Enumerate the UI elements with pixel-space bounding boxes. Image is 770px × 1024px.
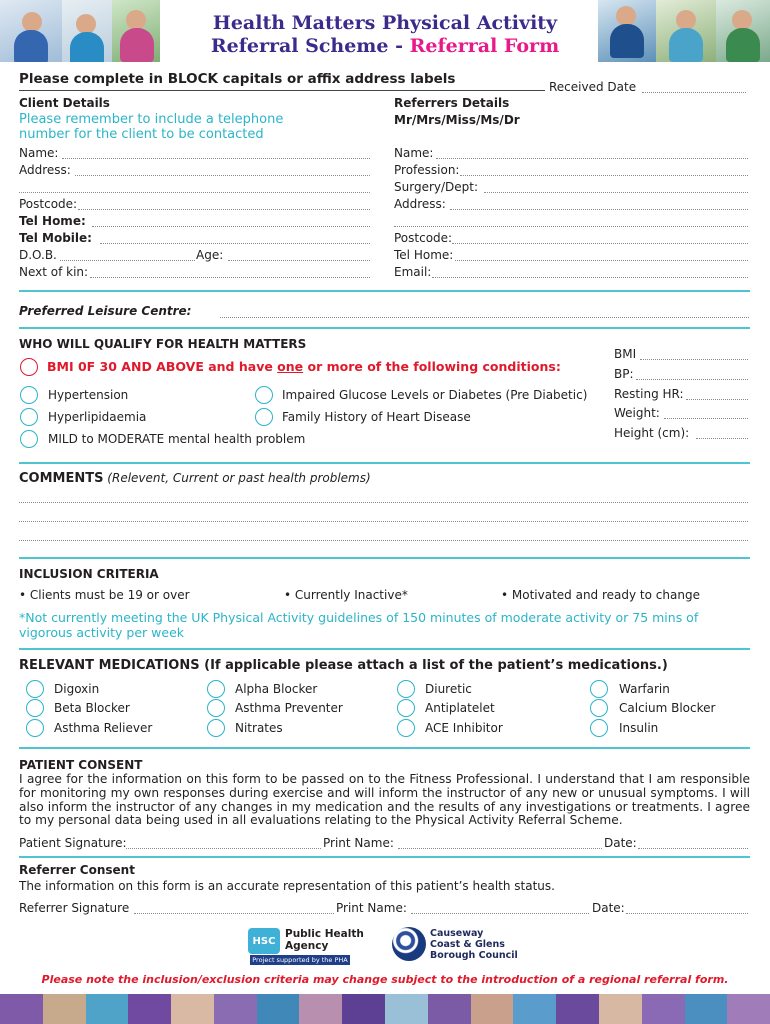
asthma-preventer-checkbox[interactable] <box>207 699 225 717</box>
bmi-label: BMI <box>614 347 637 361</box>
inclusion-motivated: • Motivated and ready to change <box>501 588 700 602</box>
pha-support-banner: Project supported by the PHA <box>250 955 350 965</box>
divider <box>19 648 750 650</box>
comments-line-2[interactable] <box>19 521 748 522</box>
antiplatelet-checkbox[interactable] <box>397 699 415 717</box>
patient-consent-heading: PATIENT CONSENT <box>19 758 143 772</box>
client-phone-note: Please remember to include a telephone number for the client to be contacted <box>19 112 284 142</box>
client-name-field[interactable] <box>62 158 370 159</box>
client-address-label: Address: <box>19 163 71 177</box>
preferred-leisure-centre-field[interactable] <box>220 317 749 318</box>
patient-date-field[interactable] <box>638 848 748 849</box>
referrer-date-field[interactable] <box>626 913 748 914</box>
header-photo-6 <box>716 0 770 62</box>
calcium-blocker-label: Calcium Blocker <box>619 701 716 715</box>
referrer-tel-home-field[interactable] <box>455 260 748 261</box>
weight-field[interactable] <box>664 418 748 419</box>
divider <box>19 462 750 464</box>
referrer-signature-field[interactable] <box>134 913 334 914</box>
received-date-label: Received Date <box>549 80 637 94</box>
referrer-titles: Mr/Mrs/Miss/Ms/Dr <box>394 113 520 127</box>
ace-inhibitor-label: ACE Inhibitor <box>425 721 503 735</box>
client-tel-mobile-label: Tel Mobile: <box>19 231 92 245</box>
referrer-consent-text: The information on this form is an accurate representation of this patient’s health status. <box>19 879 555 893</box>
referrer-profession-field[interactable] <box>460 175 748 176</box>
diuretic-checkbox[interactable] <box>397 680 415 698</box>
ccg-swirl-icon <box>392 927 426 961</box>
bp-field[interactable] <box>636 379 748 380</box>
referrer-surgery-field[interactable] <box>484 192 748 193</box>
client-dob-field[interactable] <box>60 260 195 261</box>
family-history-checkbox[interactable] <box>255 408 273 426</box>
warfarin-label: Warfarin <box>619 682 670 696</box>
pha-logo-text: Public Health Agency <box>285 928 364 952</box>
divider <box>19 290 750 292</box>
antiplatelet-label: Antiplatelet <box>425 701 495 715</box>
patient-signature-field[interactable] <box>126 848 321 849</box>
block-capitals-instruction: Please complete in BLOCK capitals or affix address labels <box>19 71 456 87</box>
alpha-blocker-checkbox[interactable] <box>207 680 225 698</box>
received-date-field[interactable] <box>642 92 746 93</box>
comments-line-1[interactable] <box>19 502 748 503</box>
client-name-label: Name: <box>19 146 59 160</box>
client-address-field-2[interactable] <box>19 192 370 193</box>
client-postcode-field[interactable] <box>78 209 370 210</box>
family-history-label: Family History of Heart Disease <box>282 410 471 424</box>
bmi-checkbox[interactable] <box>20 358 38 376</box>
inclusion-age: • Clients must be 19 or over <box>19 588 190 602</box>
beta-blocker-checkbox[interactable] <box>26 699 44 717</box>
qualify-heading: WHO WILL QUALIFY FOR HEALTH MATTERS <box>19 337 307 351</box>
form-title-line2: Referral Scheme - Referral Form <box>210 35 560 57</box>
referrer-details-heading: Referrers Details <box>394 96 510 110</box>
referrer-print-name-field[interactable] <box>411 913 589 914</box>
hsc-logo: HSC <box>248 928 280 954</box>
beta-blocker-label: Beta Blocker <box>54 701 130 715</box>
footer-photo-strip <box>0 994 770 1024</box>
client-details-heading: Client Details <box>19 96 110 110</box>
header-photo-3 <box>112 0 160 62</box>
referrer-print-name-label: Print Name: <box>336 901 407 915</box>
mental-health-checkbox[interactable] <box>20 430 38 448</box>
client-tel-home-field[interactable] <box>92 226 370 227</box>
header-photo-1 <box>0 0 62 62</box>
patient-signature-label: Patient Signature: <box>19 836 127 850</box>
referrer-address-label: Address: <box>394 197 446 211</box>
inactive-footnote: *Not currently meeting the UK Physical Activity guidelines of 150 minutes of moderate activity or 75 mins of vigorous activity per week <box>19 610 699 640</box>
bp-label: BP: <box>614 367 634 381</box>
patient-print-name-label: Print Name: <box>323 836 394 850</box>
patient-print-name-field[interactable] <box>398 848 602 849</box>
header-photo-2 <box>62 0 112 62</box>
insulin-checkbox[interactable] <box>590 719 608 737</box>
patient-date-label: Date: <box>604 836 637 850</box>
asthma-reliever-checkbox[interactable] <box>26 719 44 737</box>
referrer-address-field-2[interactable] <box>394 226 748 227</box>
referrer-email-label: Email: <box>394 265 432 279</box>
divider <box>19 327 750 329</box>
calcium-blocker-checkbox[interactable] <box>590 699 608 717</box>
resting-hr-label: Resting HR: <box>614 387 684 401</box>
resting-hr-field[interactable] <box>686 399 748 400</box>
weight-label: Weight: <box>614 406 660 420</box>
referrer-email-field[interactable] <box>432 277 748 278</box>
inclusion-criteria-heading: INCLUSION CRITERIA <box>19 567 159 581</box>
referrer-address-field-1[interactable] <box>450 209 748 210</box>
hyperlipidaemia-label: Hyperlipidaemia <box>48 410 147 424</box>
divider <box>19 747 750 749</box>
referrer-profession-label: Profession: <box>394 163 460 177</box>
client-postcode-label: Postcode: <box>19 197 78 211</box>
patient-consent-text: I agree for the information on this form to be passed on to the Fitness Professional. I understand that I am responsible for monitoring my own responses during exercise and will inform the instructor of any new or unusual symptoms. I will also inform the instructor of any changes in my medication and the results of any investigations or treatments. I agree to my personal data being used in all evaluations relating to the Physical Activity Referral Scheme. <box>19 772 750 828</box>
client-age-label: Age: <box>196 248 224 262</box>
asthma-preventer-label: Asthma Preventer <box>235 701 343 715</box>
referrer-tel-home-label: Tel Home: <box>394 248 454 262</box>
bmi-field[interactable] <box>640 359 748 360</box>
comments-line-3[interactable] <box>19 540 748 541</box>
nitrates-checkbox[interactable] <box>207 719 225 737</box>
referrer-postcode-field[interactable] <box>452 243 748 244</box>
asthma-reliever-label: Asthma Reliever <box>54 721 153 735</box>
referrer-name-field[interactable] <box>436 158 748 159</box>
referrer-consent-heading: Referrer Consent <box>19 863 135 877</box>
hypertension-checkbox[interactable] <box>20 386 38 404</box>
client-next-of-kin-field[interactable] <box>90 277 370 278</box>
client-next-of-kin-label: Next of kin: <box>19 265 89 279</box>
client-tel-home-label: Tel Home: <box>19 214 86 228</box>
comments-heading: COMMENTS (Relevent, Current or past health problems) <box>19 471 371 486</box>
ace-inhibitor-checkbox[interactable] <box>397 719 415 737</box>
referrer-name-label: Name: <box>394 146 434 160</box>
height-field[interactable] <box>696 438 748 439</box>
digoxin-checkbox[interactable] <box>26 680 44 698</box>
insulin-label: Insulin <box>619 721 659 735</box>
divider <box>19 856 750 858</box>
alpha-blocker-label: Alpha Blocker <box>235 682 318 696</box>
client-address-field-1[interactable] <box>75 175 370 176</box>
glucose-label: Impaired Glucose Levels or Diabetes (Pre Diabetic) <box>282 388 588 402</box>
form-title-line1: Health Matters Physical Activity <box>212 12 558 34</box>
client-age-field[interactable] <box>228 260 370 261</box>
header-photo-5 <box>656 0 716 62</box>
diuretic-label: Diuretic <box>425 682 472 696</box>
referrer-date-label: Date: <box>592 901 625 915</box>
warfarin-checkbox[interactable] <box>590 680 608 698</box>
referrer-postcode-label: Postcode: <box>394 231 453 245</box>
nitrates-label: Nitrates <box>235 721 283 735</box>
instruction-underline <box>19 90 545 91</box>
inclusion-inactive: • Currently Inactive* <box>284 588 408 602</box>
mental-health-label: MILD to MODERATE mental health problem <box>48 432 306 446</box>
divider <box>19 557 750 559</box>
height-label: Height (cm): <box>614 426 690 440</box>
preferred-leisure-centre-label: Preferred Leisure Centre: <box>19 304 192 318</box>
client-tel-mobile-field[interactable] <box>100 243 370 244</box>
glucose-checkbox[interactable] <box>255 386 273 404</box>
ccg-logo-text: Causeway Coast & Glens Borough Council <box>430 928 518 961</box>
digoxin-label: Digoxin <box>54 682 100 696</box>
hyperlipidaemia-checkbox[interactable] <box>20 408 38 426</box>
bmi-condition-text: BMI 0F 30 AND ABOVE and have one or more of the following conditions: <box>47 359 561 374</box>
client-dob-label: D.O.B. <box>19 248 57 262</box>
referrer-signature-label: Referrer Signature <box>19 901 130 915</box>
hypertension-label: Hypertension <box>48 388 129 402</box>
referrer-surgery-label: Surgery/Dept: <box>394 180 479 194</box>
footer-note: Please note the inclusion/exclusion criteria may change subject to the introduction of a regional referral form. <box>41 973 729 986</box>
medications-heading: RELEVANT MEDICATIONS (If applicable please attach a list of the patient’s medications.) <box>19 658 668 673</box>
